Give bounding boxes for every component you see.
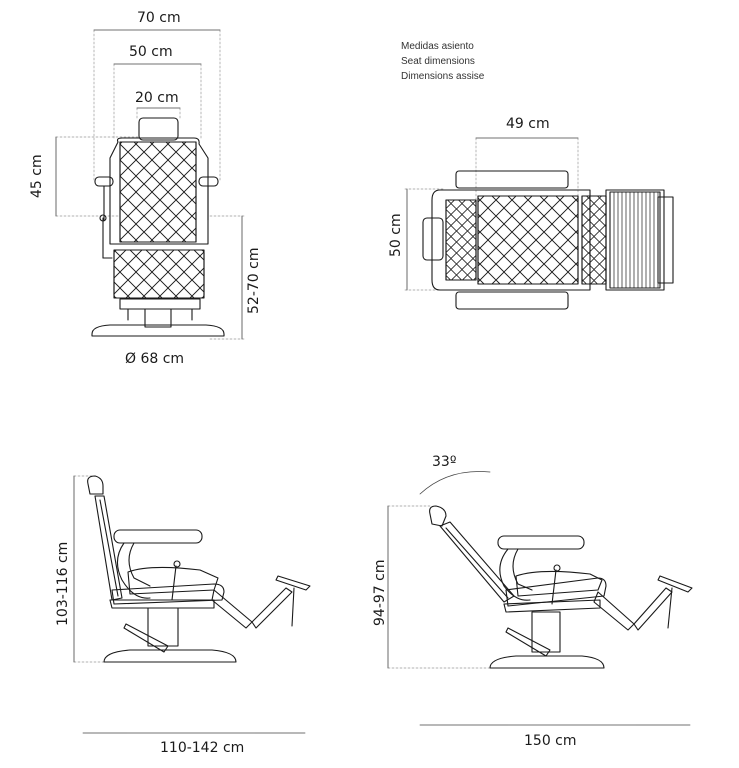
- seat-width-top-label: 50 cm: [388, 213, 404, 257]
- top-upper-armrest: [456, 171, 568, 188]
- side-seat: [112, 584, 224, 604]
- front-column: [145, 309, 171, 327]
- backrest-height-label: 45 cm: [29, 154, 45, 198]
- seat-dimensions-label-en: Seat dimensions: [401, 56, 475, 67]
- overall-width-label: 70 cm: [137, 10, 181, 26]
- reclined-view-chair: [388, 471, 692, 725]
- side-view-chair: [74, 476, 310, 733]
- reclined-length-label: 150 cm: [524, 733, 577, 749]
- side-footplate: [276, 576, 310, 590]
- side-pump-pedal: [124, 624, 168, 652]
- side-dimension-lines: [74, 476, 305, 733]
- seat-depth-label: 49 cm: [506, 116, 550, 132]
- top-footrest-ribs: [610, 192, 660, 288]
- reclined-height-label: 94-97 cm: [372, 559, 388, 626]
- front-seat-quilt: [114, 250, 204, 298]
- front-footrest: [120, 299, 200, 309]
- side-armrest: [114, 530, 202, 543]
- reclined-footplate: [658, 576, 692, 592]
- reclined-dimension-lines: [388, 506, 690, 725]
- reclined-guides: [388, 506, 490, 668]
- side-length-label: 110-142 cm: [160, 740, 245, 756]
- top-seat-quilt: [478, 196, 578, 284]
- seat-dimensions-label-es: Medidas asiento: [401, 41, 474, 52]
- base-diameter-label: Ø 68 cm: [125, 351, 185, 367]
- top-headrest: [423, 218, 443, 260]
- front-headrest: [139, 118, 178, 140]
- reclined-leg-rest: [594, 592, 634, 630]
- side-column: [148, 608, 178, 646]
- reclined-column: [532, 612, 560, 652]
- side-leg-rest: [212, 590, 252, 628]
- side-height-label: 103-116 cm: [55, 541, 71, 626]
- headrest-width-label: 20 cm: [135, 90, 179, 106]
- side-base: [104, 650, 236, 662]
- reclined-armrest: [498, 536, 584, 549]
- top-seat-front-quilt: [582, 196, 606, 284]
- seat-dimensions-label-fr: Dimensions assise: [401, 71, 485, 82]
- front-view-chair: [56, 30, 244, 339]
- seat-height-label: 52-70 cm: [246, 247, 262, 314]
- top-backrest-quilt: [446, 200, 476, 280]
- front-backrest-quilt: [120, 142, 196, 242]
- seat-width-label: 50 cm: [129, 44, 173, 60]
- top-view-seat: [405, 138, 673, 309]
- reclined-headrest: [430, 506, 446, 526]
- top-lower-armrest: [456, 292, 568, 309]
- reclined-base: [490, 656, 604, 668]
- recline-angle-label: 33º: [432, 454, 457, 470]
- recline-angle-arc: [420, 471, 490, 494]
- side-headrest: [88, 476, 103, 494]
